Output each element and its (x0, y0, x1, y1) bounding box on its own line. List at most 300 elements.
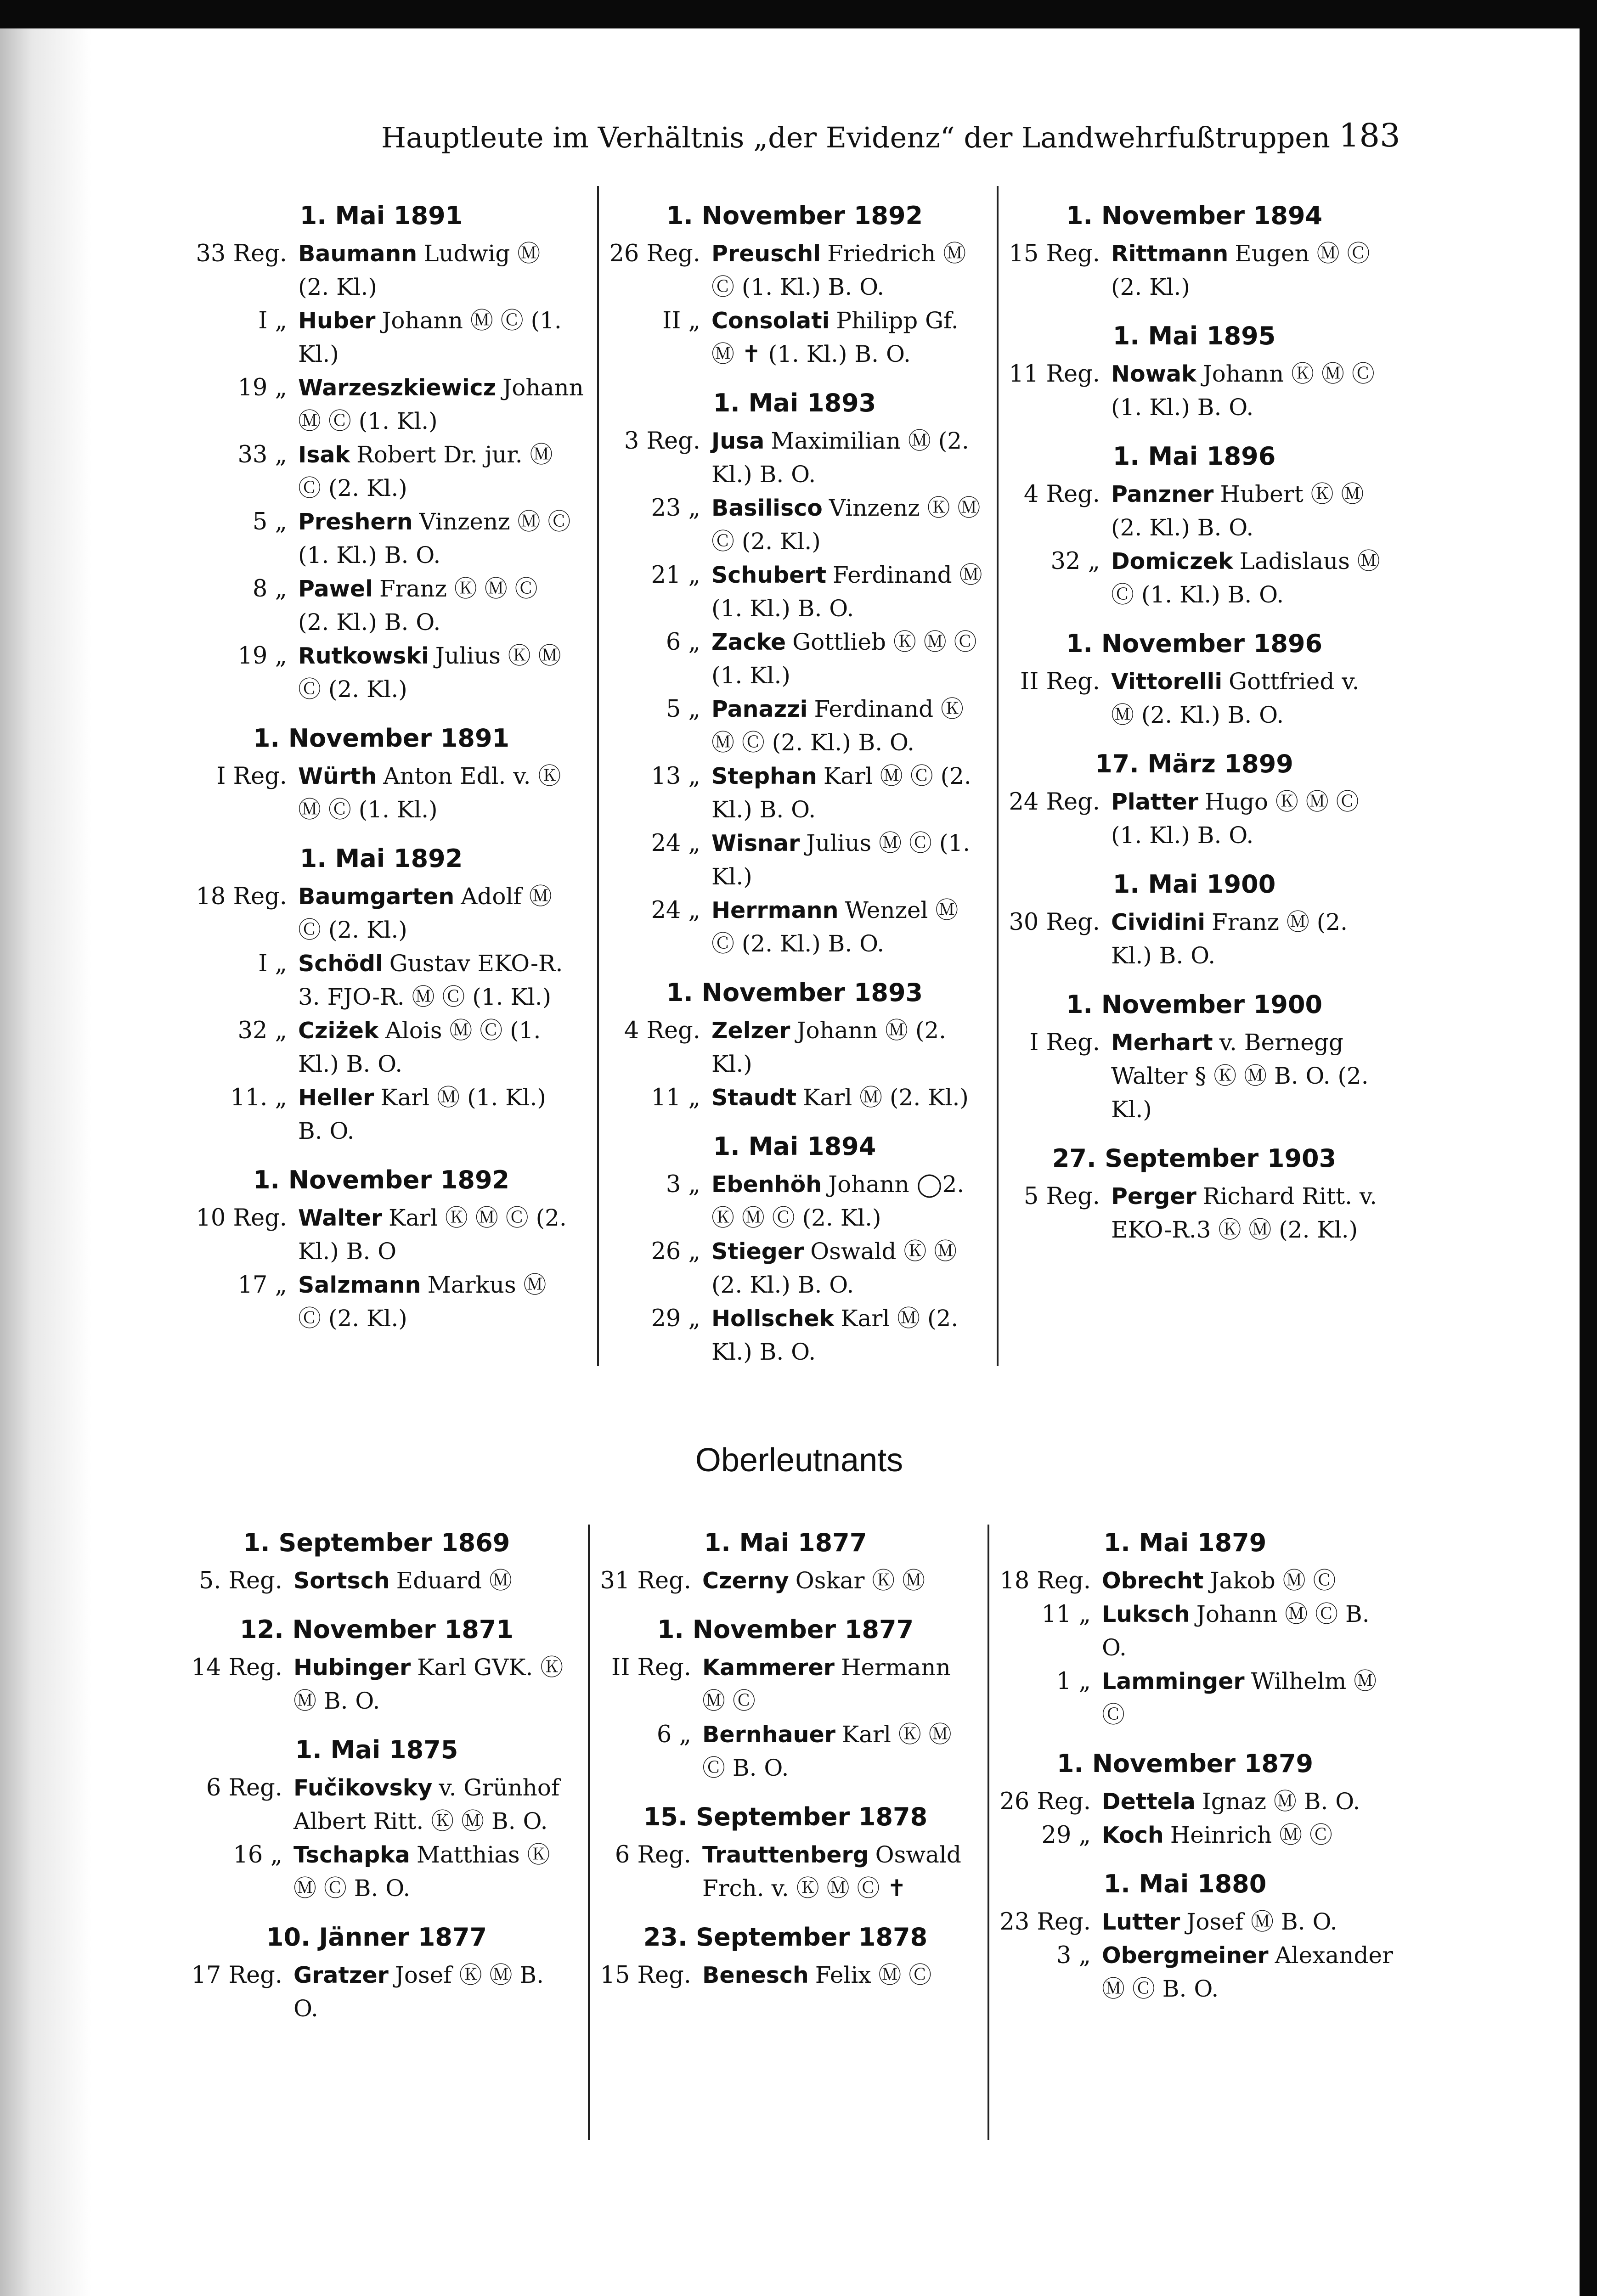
officer-details: Eugen Ⓜ Ⓒ (2. Kl.) (1111, 240, 1370, 300)
regiment-number: 4 Reg. (624, 1017, 700, 1044)
officer-text (711, 237, 988, 304)
regiment-number: 17 „ (237, 1272, 287, 1299)
date-heading: 1. Mai 1877 (704, 1528, 867, 1557)
officer-surname: Trauttenberg (702, 1842, 869, 1868)
officer-surname: Baumann (298, 241, 418, 267)
officer-details: Hugo Ⓚ Ⓜ Ⓒ (1. Kl.) B. O. (1111, 788, 1359, 849)
officer-details: Johann ◯2. Ⓚ Ⓜ Ⓒ (2. Kl.) (711, 1171, 965, 1231)
officer-text (293, 1564, 570, 1598)
officer-surname: Panzner (1111, 481, 1214, 507)
officer-surname: Schödl (298, 951, 383, 977)
officer-surname: Preuschl (711, 241, 821, 267)
date-heading: 1. November 1900 (1066, 990, 1323, 1019)
scan-border-right (1580, 0, 1597, 2296)
officer-details: Josef Ⓜ B. O. (1186, 1908, 1337, 1935)
officer-surname: Herrmann (711, 897, 839, 923)
officer-entry (602, 827, 988, 894)
date-heading: 1. Mai 1875 (295, 1735, 458, 1764)
officer-entry (188, 639, 574, 706)
officer-entry (602, 1081, 988, 1114)
officer-text (711, 1014, 988, 1081)
regiment-number: 26 Reg. (609, 240, 700, 267)
officer-entry (188, 371, 584, 438)
officer-text (298, 760, 574, 827)
regiment-number: II Reg. (1020, 668, 1100, 695)
officer-text (298, 639, 574, 706)
officer-text (293, 1958, 570, 2026)
officer-details: Julius Ⓚ Ⓜ Ⓒ (2. Kl.) (298, 642, 561, 703)
regiment-number: 5 „ (666, 696, 700, 723)
officer-surname: Pawel (298, 576, 373, 602)
officer-surname: Würth (298, 763, 377, 789)
officer-details: Eduard Ⓜ (396, 1567, 512, 1594)
officer-details: Ferdinand Ⓚ Ⓜ Ⓒ (2. Kl.) B. O. (711, 696, 964, 756)
officer-details: Karl Ⓚ Ⓜ Ⓒ (2. Kl.) B. O (298, 1204, 567, 1265)
officer-surname: Lutter (1102, 1909, 1180, 1935)
regiment-number: 31 Reg. (600, 1567, 691, 1594)
officer-surname: Bernhauer (702, 1722, 835, 1748)
officer-text (298, 1014, 574, 1081)
date-heading: 27. September 1903 (1052, 1144, 1337, 1173)
officer-surname: Luksch (1102, 1601, 1190, 1627)
officer-text (702, 1958, 978, 1992)
officer-surname: Ebenhöh (711, 1171, 822, 1198)
date-heading: 1. November 1896 (1066, 629, 1323, 658)
officer-text (298, 505, 574, 572)
officer-details: Ferdinand Ⓜ (1. Kl.) B. O. (711, 562, 982, 622)
officer-details: Hubert Ⓚ Ⓜ (2. Kl.) B. O. (1111, 481, 1364, 541)
officer-details: Ludwig Ⓜ (2. Kl.) (298, 240, 541, 300)
officer-surname: Czerny (702, 1568, 789, 1594)
officer-text (298, 237, 574, 304)
officer-details: Karl Ⓜ (2. Kl.) (803, 1084, 969, 1111)
officer-surname: Walter (298, 1205, 382, 1231)
officer-details: Gustav EKO-R. 3. FJO-R. Ⓜ Ⓒ (1. Kl.) (298, 950, 563, 1010)
officer-text (298, 880, 574, 947)
officer-surname: Benesch (702, 1962, 809, 1988)
officer-text (293, 1651, 570, 1718)
officer-text (1111, 357, 1387, 424)
date-heading: 1. Mai 1900 (1112, 870, 1276, 899)
officer-entry (992, 1818, 1378, 1852)
officer-surname: Schubert (711, 562, 827, 588)
officer-surname: Cziżek (298, 1018, 379, 1044)
regiment-number: 18 Reg. (999, 1567, 1091, 1594)
officer-details: Wenzel Ⓜ Ⓒ (2. Kl.) B. O. (711, 897, 959, 957)
officer-surname: Fučikovsky (293, 1775, 433, 1801)
date-heading: 1. Mai 1894 (713, 1132, 876, 1161)
regiment-number: II „ (662, 307, 700, 334)
officer-surname: Baumgarten (298, 884, 455, 910)
officer-entry (593, 1564, 978, 1598)
officer-surname: Sortsch (293, 1568, 390, 1594)
officer-surname: Stieger (711, 1238, 804, 1265)
regiment-number: II Reg. (611, 1654, 691, 1681)
date-heading: 1. September 1869 (243, 1528, 510, 1557)
officer-text (298, 371, 584, 438)
officer-surname: Hubinger (293, 1654, 411, 1681)
officer-surname: Wisnar (711, 830, 800, 856)
officer-entry (1001, 545, 1387, 612)
date-heading: 10. Jänner 1877 (266, 1923, 487, 1952)
date-heading: 1. Mai 1879 (1103, 1528, 1267, 1557)
officer-details: Gottlieb Ⓚ Ⓜ Ⓒ (1. Kl.) (711, 629, 977, 689)
officer-text (298, 304, 574, 371)
officer-text (711, 1302, 988, 1369)
regiment-number: 26 Reg. (999, 1788, 1091, 1815)
officer-entry (602, 894, 988, 961)
officer-text (702, 1651, 978, 1718)
regiment-number: 4 Reg. (1023, 481, 1100, 508)
officer-entry (992, 1665, 1378, 1732)
regiment-number: 24 Reg. (1009, 788, 1100, 816)
officer-surname: Obrecht (1102, 1568, 1204, 1594)
officer-surname: Obergmeiner (1102, 1942, 1269, 1969)
officer-text (298, 1081, 574, 1148)
date-heading: 23. September 1878 (643, 1923, 928, 1952)
officer-text (298, 1201, 574, 1268)
officer-text (1111, 478, 1387, 545)
regiment-number: 3 „ (1056, 1942, 1091, 1969)
date-heading: 1. November 1892 (666, 201, 923, 230)
date-heading: 1. November 1891 (253, 724, 510, 753)
officer-details: Heinrich Ⓜ Ⓒ (1170, 1822, 1332, 1848)
officer-details: Karl Ⓜ (1. Kl.) B. O. (298, 1084, 546, 1144)
officer-text (1102, 1598, 1378, 1665)
officer-details: Ignaz Ⓜ B. O. (1202, 1788, 1360, 1815)
officer-entry (1001, 906, 1387, 973)
officer-entry (188, 505, 574, 572)
officer-details: Matthias Ⓚ Ⓜ Ⓒ B. O. (293, 1841, 550, 1902)
officer-details: Felix Ⓜ Ⓒ (815, 1962, 932, 1988)
date-heading: 1. Mai 1892 (299, 844, 463, 873)
officer-text (1102, 1665, 1378, 1732)
officer-surname: Nowak (1111, 361, 1196, 387)
date-heading: 1. Mai 1880 (1103, 1869, 1267, 1898)
officer-details: Johann Ⓜ Ⓒ (1. Kl.) (298, 307, 562, 367)
officer-entry (188, 237, 574, 304)
regiment-number: 3 Reg. (624, 428, 700, 455)
oberleutnants-column-3 (992, 1525, 1393, 2006)
regiment-number: I „ (258, 950, 287, 977)
regiment-number: 15 Reg. (1009, 240, 1100, 267)
regiment-number: 24 „ (651, 830, 700, 857)
column-divider (597, 186, 599, 1366)
officer-text (711, 1168, 988, 1235)
officer-entry (188, 760, 574, 827)
officer-details: Franz Ⓜ (2. Kl.) B. O. (1111, 909, 1348, 969)
officer-entry (602, 1235, 988, 1302)
officer-surname: Rittmann (1111, 241, 1229, 267)
officer-entry (184, 1958, 570, 2026)
officer-entry (188, 880, 574, 947)
officer-entry (1001, 1026, 1387, 1126)
officer-details: Richard Ritt. v. EKO-R.3 Ⓚ Ⓜ (2. Kl.) (1111, 1183, 1377, 1243)
regiment-number: 6 „ (656, 1721, 691, 1748)
officer-surname: Vittorelli (1111, 669, 1223, 695)
officer-entry (602, 692, 988, 760)
officer-details: Anton Edl. v. Ⓚ Ⓜ Ⓒ (1. Kl.) (298, 763, 561, 823)
hauptleute-column-2 (602, 197, 988, 1369)
officer-surname: Kammerer (702, 1654, 835, 1681)
officer-details: Karl Ⓜ Ⓒ (2. Kl.) B. O. (711, 763, 971, 823)
regiment-number: 26 „ (651, 1238, 700, 1265)
officer-entry (1001, 665, 1387, 732)
officer-entry (1001, 785, 1387, 852)
officer-surname: Preshern (298, 509, 413, 535)
officer-details: Alois Ⓜ Ⓒ (1. Kl.) B. O. (298, 1017, 541, 1077)
officer-entry (593, 1958, 978, 1992)
officer-details: Karl Ⓚ Ⓜ Ⓒ B. O. (702, 1721, 952, 1781)
officer-text (1102, 1564, 1378, 1598)
officer-text (1111, 237, 1387, 304)
officer-text (1102, 1818, 1378, 1852)
officer-entry (992, 1598, 1378, 1665)
officer-text (298, 1268, 574, 1335)
officer-entry (188, 1014, 574, 1081)
officer-surname: Perger (1111, 1183, 1196, 1210)
officer-surname: Stephan (711, 763, 817, 789)
officer-surname: Tschapka (293, 1842, 410, 1868)
date-heading: 1. Mai 1896 (1112, 442, 1276, 471)
officer-surname: Consolati (711, 308, 830, 334)
regiment-number: 29 „ (651, 1305, 700, 1332)
column-divider (997, 186, 999, 1366)
officer-details: Karl Ⓜ (2. Kl.) B. O. (711, 1305, 959, 1365)
officer-surname: Dettela (1102, 1789, 1196, 1815)
officer-surname: Lamminger (1102, 1668, 1245, 1694)
section-title: Oberleutnants (695, 1442, 903, 1479)
hauptleute-column-3 (1001, 197, 1387, 1247)
officer-details: Johann Ⓜ (2. Kl.) (711, 1017, 947, 1077)
officer-text (711, 894, 988, 961)
regiment-number: 6 „ (666, 629, 700, 656)
officer-details: Julius Ⓜ Ⓒ (1. Kl.) (711, 830, 971, 890)
officer-entry (992, 1785, 1378, 1818)
officer-details: Jakob Ⓜ Ⓒ (1210, 1567, 1336, 1594)
officer-text (1102, 1785, 1378, 1818)
officer-entry (188, 1268, 574, 1335)
regiment-number: 5. Reg. (198, 1567, 282, 1594)
date-heading: 1. November 1893 (666, 978, 923, 1007)
officer-details: Johann Ⓜ Ⓒ B. O. (1102, 1601, 1370, 1661)
regiment-number: 6 Reg. (206, 1774, 282, 1801)
officer-text (702, 1564, 978, 1598)
regiment-number: I Reg. (1029, 1029, 1100, 1056)
officer-entry (1001, 1180, 1387, 1247)
officer-text (702, 1838, 978, 1905)
regiment-number: 10 Reg. (196, 1204, 287, 1232)
regiment-number: 32 „ (237, 1017, 287, 1044)
officer-text (1111, 665, 1387, 732)
officer-details: Gottfried v. Ⓜ (2. Kl.) B. O. (1111, 668, 1360, 728)
officer-entry (188, 947, 574, 1014)
officer-text (1111, 1026, 1387, 1126)
officer-text (711, 625, 988, 692)
regiment-number: 15 Reg. (600, 1962, 691, 1989)
regiment-number: 17 Reg. (191, 1962, 282, 1989)
officer-text (711, 1235, 988, 1302)
date-heading: 1. November 1892 (253, 1165, 510, 1194)
officer-entry (1001, 237, 1387, 304)
column-divider (988, 1525, 989, 2140)
officer-text (711, 491, 988, 558)
date-heading: 1. November 1894 (1066, 201, 1323, 230)
officer-text (293, 1771, 570, 1838)
officer-entry (602, 1168, 988, 1235)
regiment-number: 16 „ (233, 1841, 282, 1868)
officer-entry (992, 1905, 1378, 1939)
officer-surname: Warzeszkiewicz (298, 375, 497, 401)
regiment-number: 23 Reg. (999, 1908, 1091, 1936)
officer-entry (188, 438, 574, 505)
officer-details: Vinzenz Ⓜ Ⓒ (1. Kl.) B. O. (298, 508, 571, 568)
regiment-number: I Reg. (216, 763, 287, 790)
oberleutnants-column-1 (184, 1525, 570, 2026)
officer-details: Vinzenz Ⓚ Ⓜ Ⓒ (2. Kl.) (711, 495, 981, 555)
regiment-number: 24 „ (651, 897, 700, 924)
officer-details: Philipp Gf. Ⓜ ✝ (1. Kl.) B. O. (711, 307, 959, 367)
regiment-number: 11 Reg. (1009, 360, 1100, 388)
officer-surname: Isak (298, 442, 350, 468)
officer-surname: Domiczek (1111, 548, 1233, 574)
officer-text (711, 558, 988, 625)
regiment-number: 23 „ (651, 495, 700, 522)
officer-details: Ladislaus Ⓜ Ⓒ (1. Kl.) B. O. (1111, 548, 1380, 608)
officer-entry (992, 1564, 1378, 1598)
officer-surname: Panazzi (711, 696, 808, 722)
officer-entry (184, 1771, 570, 1838)
date-heading: 12. November 1871 (240, 1615, 514, 1644)
regiment-number: 33 Reg. (196, 240, 287, 267)
officer-details: Karl GVK. Ⓚ Ⓜ B. O. (293, 1654, 564, 1714)
officer-entry (184, 1564, 570, 1598)
officer-entry (593, 1838, 978, 1905)
oberleutnants-column-2 (593, 1525, 978, 1992)
regiment-number: 29 „ (1041, 1822, 1091, 1849)
officer-details: Johann Ⓚ Ⓜ Ⓒ (1. Kl.) B. O. (1111, 360, 1375, 421)
officer-details: v. Grünhof Albert Ritt. Ⓚ Ⓜ B. O. (293, 1774, 560, 1835)
regiment-number: 33 „ (237, 441, 287, 468)
regiment-number: 11 „ (651, 1084, 700, 1111)
officer-surname: Salzmann (298, 1272, 421, 1298)
officer-details: Josef Ⓚ Ⓜ B. O. (293, 1962, 544, 2022)
regiment-number: I „ (258, 307, 287, 334)
officer-surname: Merhart (1111, 1030, 1213, 1056)
officer-details: Johann Ⓜ Ⓒ (1. Kl.) (298, 374, 584, 434)
officer-entry (602, 558, 988, 625)
regiment-number: 32 „ (1050, 548, 1100, 575)
regiment-number: 13 „ (651, 763, 700, 790)
officer-text (1111, 545, 1387, 612)
officer-surname: Rutkowski (298, 643, 429, 669)
officer-entry (188, 572, 574, 639)
scan-border-top (0, 0, 1597, 28)
officer-surname: Basilisco (711, 495, 823, 521)
officer-surname: Huber (298, 308, 376, 334)
officer-surname: Gratzer (293, 1962, 389, 1988)
officer-text (298, 947, 574, 1014)
regiment-number: 30 Reg. (1009, 909, 1100, 936)
officer-text (1102, 1905, 1378, 1939)
officer-details: Alexander Ⓜ Ⓒ B. O. (1102, 1942, 1393, 2002)
regiment-number: 11. „ (230, 1084, 287, 1111)
column-divider (588, 1525, 590, 2140)
officer-details: Adolf Ⓜ Ⓒ (2. Kl.) (298, 883, 552, 943)
officer-details: Franz Ⓚ Ⓜ Ⓒ (2. Kl.) B. O. (298, 575, 538, 636)
officer-entry (602, 760, 988, 827)
officer-text (711, 1081, 988, 1114)
regiment-number: 14 Reg. (191, 1654, 282, 1681)
officer-entry (602, 237, 988, 304)
officer-text (298, 572, 574, 639)
regiment-number: 3 „ (666, 1171, 700, 1198)
date-heading: 1. Mai 1893 (713, 388, 876, 417)
officer-surname: Jusa (711, 428, 765, 454)
regiment-number: 21 „ (651, 562, 700, 589)
scan-margin-left (0, 0, 92, 2296)
officer-text (298, 438, 574, 505)
officer-text (711, 304, 988, 371)
date-heading: 1. Mai 1895 (1112, 321, 1276, 350)
officer-details: Wilhelm Ⓜ Ⓒ (1102, 1668, 1377, 1728)
date-heading: 1. November 1877 (657, 1615, 914, 1644)
officer-text (1111, 1180, 1387, 1247)
regiment-number: 11 „ (1041, 1601, 1091, 1628)
officer-entry (1001, 357, 1387, 424)
officer-details: v. Bernegg Walter § Ⓚ Ⓜ B. O. (2. Kl.) (1111, 1029, 1369, 1123)
date-heading: 15. September 1878 (643, 1802, 928, 1831)
regiment-number: 19 „ (237, 642, 287, 670)
officer-details: Oswald Frch. v. Ⓚ Ⓜ Ⓒ ✝ (702, 1841, 961, 1902)
date-heading: 1. Mai 1891 (299, 201, 463, 230)
officer-details: Markus Ⓜ Ⓒ (2. Kl.) (298, 1272, 547, 1332)
regiment-number: 6 Reg. (615, 1841, 691, 1868)
officer-details: Oskar Ⓚ Ⓜ (795, 1567, 925, 1594)
officer-details: Oswald Ⓚ Ⓜ (2. Kl.) B. O. (711, 1238, 957, 1298)
officer-text (711, 827, 988, 894)
officer-entry (602, 625, 988, 692)
officer-entry (184, 1651, 570, 1718)
officer-entry (188, 1201, 574, 1268)
officer-text (702, 1718, 978, 1785)
officer-details: Hermann Ⓜ Ⓒ (702, 1654, 951, 1714)
officer-entry (188, 304, 574, 371)
officer-surname: Hollschek (711, 1306, 835, 1332)
officer-details: Maximilian Ⓜ (2. Kl.) B. O. (711, 428, 969, 488)
officer-surname: Staudt (711, 1085, 797, 1111)
officer-surname: Platter (1111, 789, 1199, 815)
officer-surname: Heller (298, 1085, 374, 1111)
officer-entry (188, 1081, 574, 1148)
officer-text (1102, 1939, 1393, 2006)
officer-entry (602, 491, 988, 558)
running-title: Hauptleute im Verhältnis „der Evidenz“ der Landwehrfußtruppen (381, 121, 1330, 154)
officer-entry (602, 304, 988, 371)
officer-surname: Cividini (1111, 909, 1206, 935)
officer-entry (593, 1651, 978, 1718)
date-heading: 17. März 1899 (1095, 749, 1293, 778)
officer-text (711, 692, 988, 760)
officer-text (711, 760, 988, 827)
officer-entry (602, 1302, 988, 1369)
page-number: 183 (1339, 117, 1400, 154)
officer-details: Robert Dr. jur. Ⓜ Ⓒ (2. Kl.) (298, 441, 553, 501)
officer-entry (184, 1838, 570, 1905)
officer-entry (593, 1718, 978, 1785)
officer-surname: Koch (1102, 1822, 1164, 1848)
regiment-number: 19 „ (237, 374, 287, 401)
